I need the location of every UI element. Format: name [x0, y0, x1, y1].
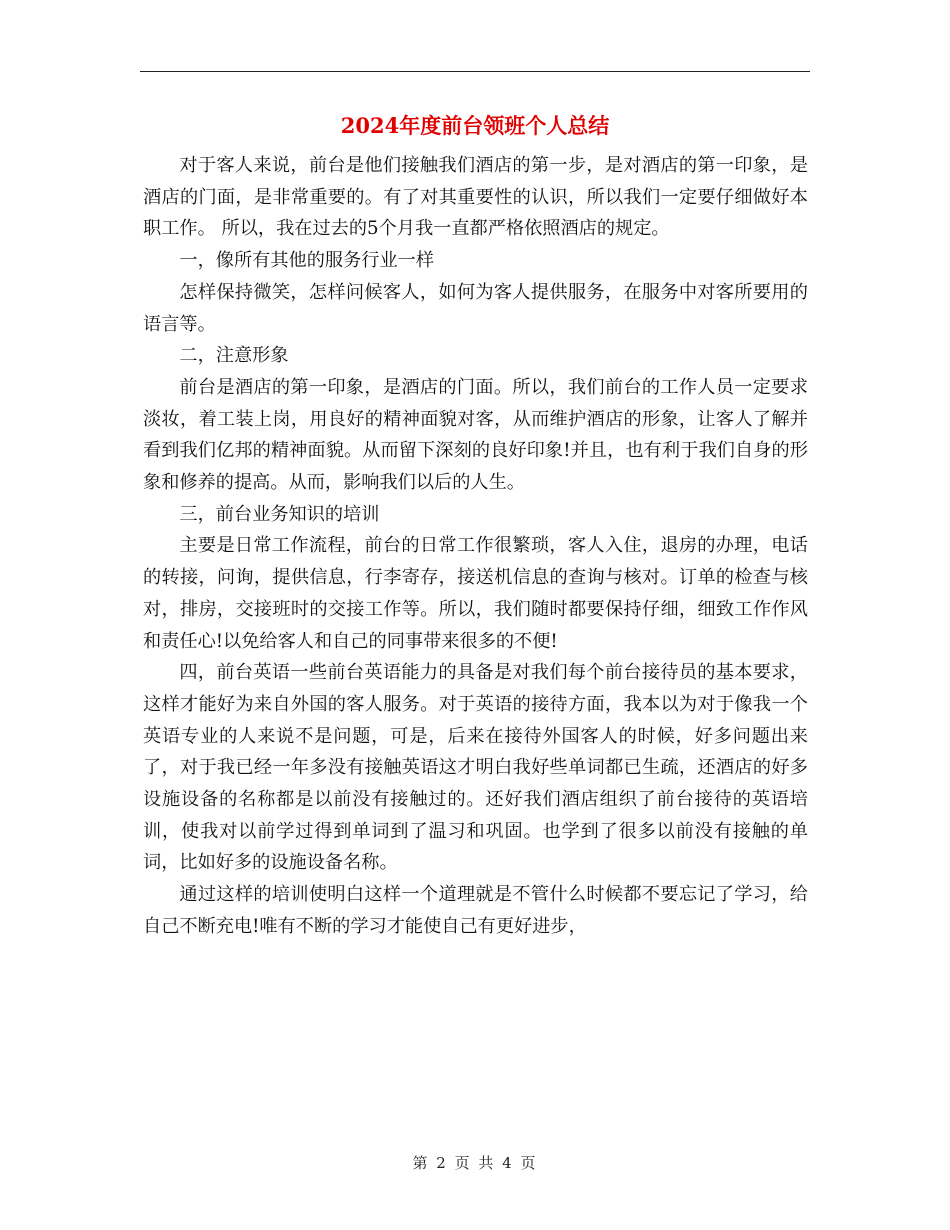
paragraph: 对于客人来说，前台是他们接触我们酒店的第一步，是对酒店的第一印象，是酒店的门面，是非常重要的。有了对其重要性的认识，所以我们一定要仔细做好本职工作。 所以，我在过去的5个月我一直都严格依照酒店的规定。 [143, 155, 808, 240]
document-body [143, 150, 808, 943]
paragraph: 前台是酒店的第一印象，是酒店的门面。所以，我们前台的工作人员一定要求淡妆，着工装上岗，用良好的精神面貌对客，从而维护酒店的形象，让客人了解并看到我们亿邦的精神面貌。从而留下深刻的良好印象!并且，也有利于我们自身的形象和修养的提高。从而，影响我们以后的人生。 [143, 376, 808, 494]
paragraph: 通过这样的培训使明白这样一个道理就是不管什么时候都不要忘记了学习，给自己不断充电!唯有不断的学习才能使自己有更好进步， [143, 884, 808, 937]
header-rule [140, 71, 810, 72]
paragraph: 怎样保持微笑，怎样问候客人，如何为客人提供服务，在服务中对客所要用的语言等。 [143, 281, 808, 335]
paragraph: 四，前台英语一些前台英语能力的具备是对我们每个前台接待员的基本要求，这样才能好为来自外国的客人服务。对于英语的接待方面，我本以为对于像我一个英语专业的人来说不是问题，可是，后来在接待外国客人的时候，好多问题出来了，对于我已经一年多没有接触英语这才明白我好些单词都已生疏，还酒店的好多设施设备的名称都是以前没有接触过的。还好我们酒店组织了前台接待的英语培训，使我对以前学过得到单词到了温习和巩固。也学到了很多以前没有接触的单词，比如好多的设施设备名称。 [143, 662, 808, 874]
section-heading: 一，像所有其他的服务行业一样 [179, 250, 435, 272]
paragraph: 主要是日常工作流程，前台的日常工作很繁琐，客人入住，退房的办理，电话的转接，问询，提供信息，行李寄存，接送机信息的查询与核对。订单的检查与核对，排房，交接班时的交接工作等。所以，我们随时都要保持仔细，细致工作作风和责任心!以免给客人和自己的同事带来很多的不便! [143, 535, 808, 652]
section-heading: 二，注意形象 [179, 345, 289, 367]
section-heading: 三，前台业务知识的培训 [179, 503, 380, 525]
document-title: 2024年度前台领班个人总结 [340, 113, 610, 138]
page-number: 第 2 页 共 4 页 [412, 1154, 538, 1172]
